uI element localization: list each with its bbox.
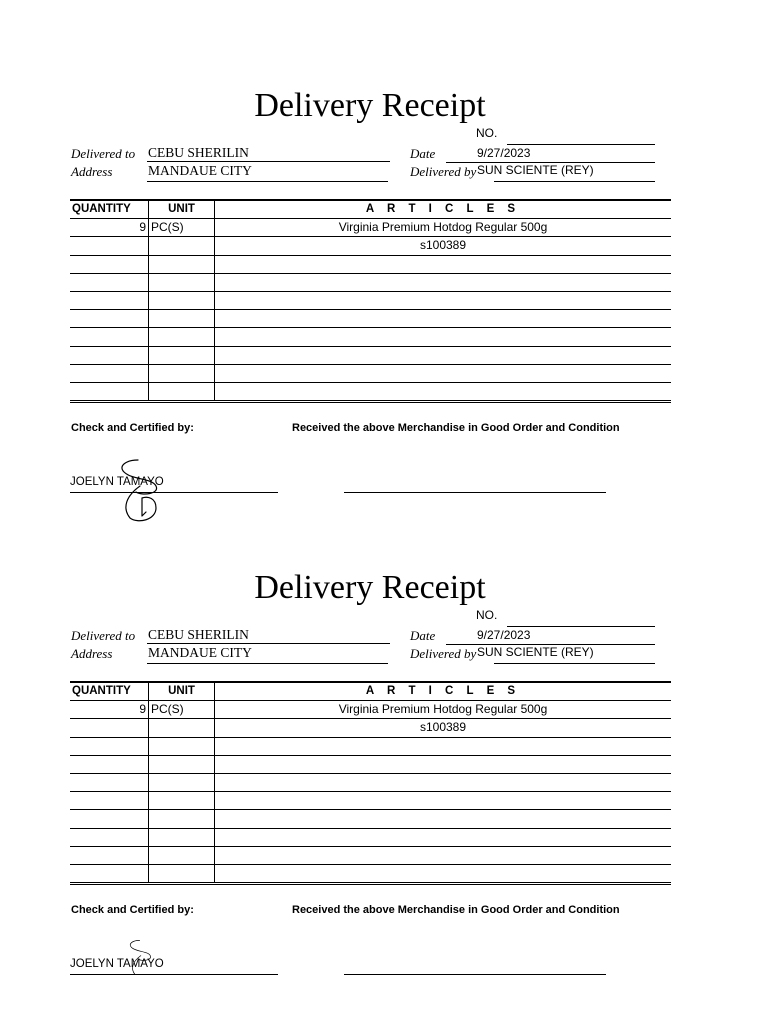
delivered-to-value: CEBU SHERILIN: [148, 627, 249, 642]
delivered-by-underline: [494, 663, 655, 664]
table-row: [70, 364, 671, 382]
quantity-cell: [70, 810, 149, 828]
unit-cell: [149, 237, 215, 255]
delivered-to-label: Delivered to: [71, 146, 136, 161]
delivered-to-underline: [147, 643, 390, 644]
article-cell: s100389: [215, 237, 672, 255]
table-row: [70, 810, 671, 828]
date-value: 9/27/2023: [477, 146, 531, 160]
quantity-cell: [70, 291, 149, 309]
address-value: MANDAUE CITY: [148, 645, 252, 660]
unit-header: UNIT: [149, 682, 215, 701]
article-cell: Virginia Premium Hotdog Regular 500g: [215, 701, 672, 719]
table-header-row: [70, 682, 671, 701]
quantity-cell: [70, 755, 149, 773]
unit-cell: [149, 810, 215, 828]
quantity-cell: [70, 828, 149, 846]
table-row: [70, 773, 671, 791]
check-certified-label: Check and Certified by:: [71, 422, 194, 434]
quantity-cell: [70, 737, 149, 755]
address-underline: [147, 663, 388, 664]
quantity-cell: [70, 346, 149, 364]
table-header-row: [70, 200, 671, 219]
address-underline: [147, 181, 388, 182]
unit-cell: PC(S): [149, 219, 215, 237]
certifier-name: JOELYN TAMAYO: [70, 958, 164, 970]
quantity-cell: [70, 382, 149, 401]
delivered-by-value: SUN SCIENTE (REY): [477, 645, 594, 659]
article-cell: [215, 792, 672, 810]
articles-header: A R T I C L E S: [215, 682, 672, 701]
article-cell: [215, 382, 672, 401]
article-cell: [215, 773, 672, 791]
table-row: [70, 846, 671, 864]
quantity-cell: [70, 792, 149, 810]
delivered-by-label: Delivered by: [410, 646, 477, 661]
unit-cell: [149, 773, 215, 791]
unit-cell: [149, 328, 215, 346]
quantity-cell: [70, 237, 149, 255]
unit-cell: [149, 291, 215, 309]
article-cell: [215, 864, 672, 883]
quantity-cell: 9: [70, 219, 149, 237]
address-label: Address: [71, 646, 113, 661]
unit-cell: [149, 846, 215, 864]
delivered-to-value: CEBU SHERILIN: [148, 145, 249, 160]
table-row: [70, 382, 671, 401]
unit-cell: [149, 792, 215, 810]
table-row: [70, 719, 671, 737]
unit-cell: [149, 382, 215, 401]
handwritten-signature-icon: [112, 938, 172, 978]
unit-header: UNIT: [149, 200, 215, 219]
article-cell: [215, 846, 672, 864]
receipt-number-label: NO.: [476, 126, 498, 140]
unit-cell: [149, 364, 215, 382]
quantity-cell: [70, 310, 149, 328]
article-cell: [215, 828, 672, 846]
articles-header: A R T I C L E S: [215, 200, 672, 219]
quantity-cell: [70, 364, 149, 382]
quantity-cell: 9: [70, 701, 149, 719]
table-row: [70, 755, 671, 773]
received-merchandise-label: Received the above Merchandise in Good Order and Condition: [292, 904, 620, 916]
delivered-to-underline: [147, 161, 390, 162]
article-cell: [215, 291, 672, 309]
receipt-number-label: NO.: [476, 608, 498, 622]
date-label: Date: [410, 628, 436, 643]
unit-cell: [149, 273, 215, 291]
delivered-by-label: Delivered by: [410, 164, 477, 179]
unit-cell: [149, 737, 215, 755]
quantity-cell: [70, 719, 149, 737]
unit-cell: [149, 255, 215, 273]
delivered-to-label: Delivered to: [71, 628, 136, 643]
table-row: [70, 255, 671, 273]
unit-cell: [149, 346, 215, 364]
table-row: [70, 828, 671, 846]
article-cell: [215, 364, 672, 382]
table-row: [70, 346, 671, 364]
article-cell: [215, 255, 672, 273]
receipt-title: Delivery Receipt: [254, 569, 486, 606]
address-label: Address: [71, 164, 113, 179]
receipt-number-field: [507, 626, 655, 627]
article-cell: [215, 346, 672, 364]
unit-cell: [149, 310, 215, 328]
quantity-cell: [70, 255, 149, 273]
delivered-by-underline: [494, 181, 655, 182]
table-row: [70, 237, 671, 255]
table-row: [70, 792, 671, 810]
articles-table: [70, 199, 671, 403]
quantity-cell: [70, 864, 149, 883]
article-cell: [215, 328, 672, 346]
receiver-signature-line: [344, 974, 606, 975]
article-cell: [215, 755, 672, 773]
quantity-cell: [70, 328, 149, 346]
quantity-cell: [70, 846, 149, 864]
delivery-receipt-1: [0, 0, 768, 488]
date-label: Date: [410, 146, 436, 161]
date-value: 9/27/2023: [477, 628, 531, 642]
received-merchandise-label: Received the above Merchandise in Good Order and Condition: [292, 422, 620, 434]
receipt-number-field: [507, 144, 655, 145]
table-row: [70, 737, 671, 755]
certifier-name: JOELYN TAMAYO: [70, 476, 164, 488]
table-row: [70, 864, 671, 883]
article-cell: [215, 310, 672, 328]
articles-table: [70, 681, 671, 885]
article-cell: [215, 737, 672, 755]
unit-cell: [149, 719, 215, 737]
unit-cell: [149, 828, 215, 846]
quantity-header: QUANTITY: [70, 682, 149, 701]
article-cell: Virginia Premium Hotdog Regular 500g: [215, 219, 672, 237]
check-certified-label: Check and Certified by:: [71, 904, 194, 916]
quantity-header: QUANTITY: [70, 200, 149, 219]
unit-cell: [149, 755, 215, 773]
unit-cell: PC(S): [149, 701, 215, 719]
table-row: [70, 328, 671, 346]
address-value: MANDAUE CITY: [148, 163, 252, 178]
quantity-cell: [70, 273, 149, 291]
table-row: [70, 310, 671, 328]
table-row: [70, 701, 671, 719]
receipt-title: Delivery Receipt: [254, 87, 486, 124]
delivered-by-value: SUN SCIENTE (REY): [477, 163, 594, 177]
unit-cell: [149, 864, 215, 883]
delivery-receipt-2: [0, 482, 768, 970]
quantity-cell: [70, 773, 149, 791]
article-cell: [215, 273, 672, 291]
table-row: [70, 219, 671, 237]
table-row: [70, 273, 671, 291]
certifier-signature-line: [70, 974, 278, 975]
article-cell: s100389: [215, 719, 672, 737]
table-row: [70, 291, 671, 309]
article-cell: [215, 810, 672, 828]
